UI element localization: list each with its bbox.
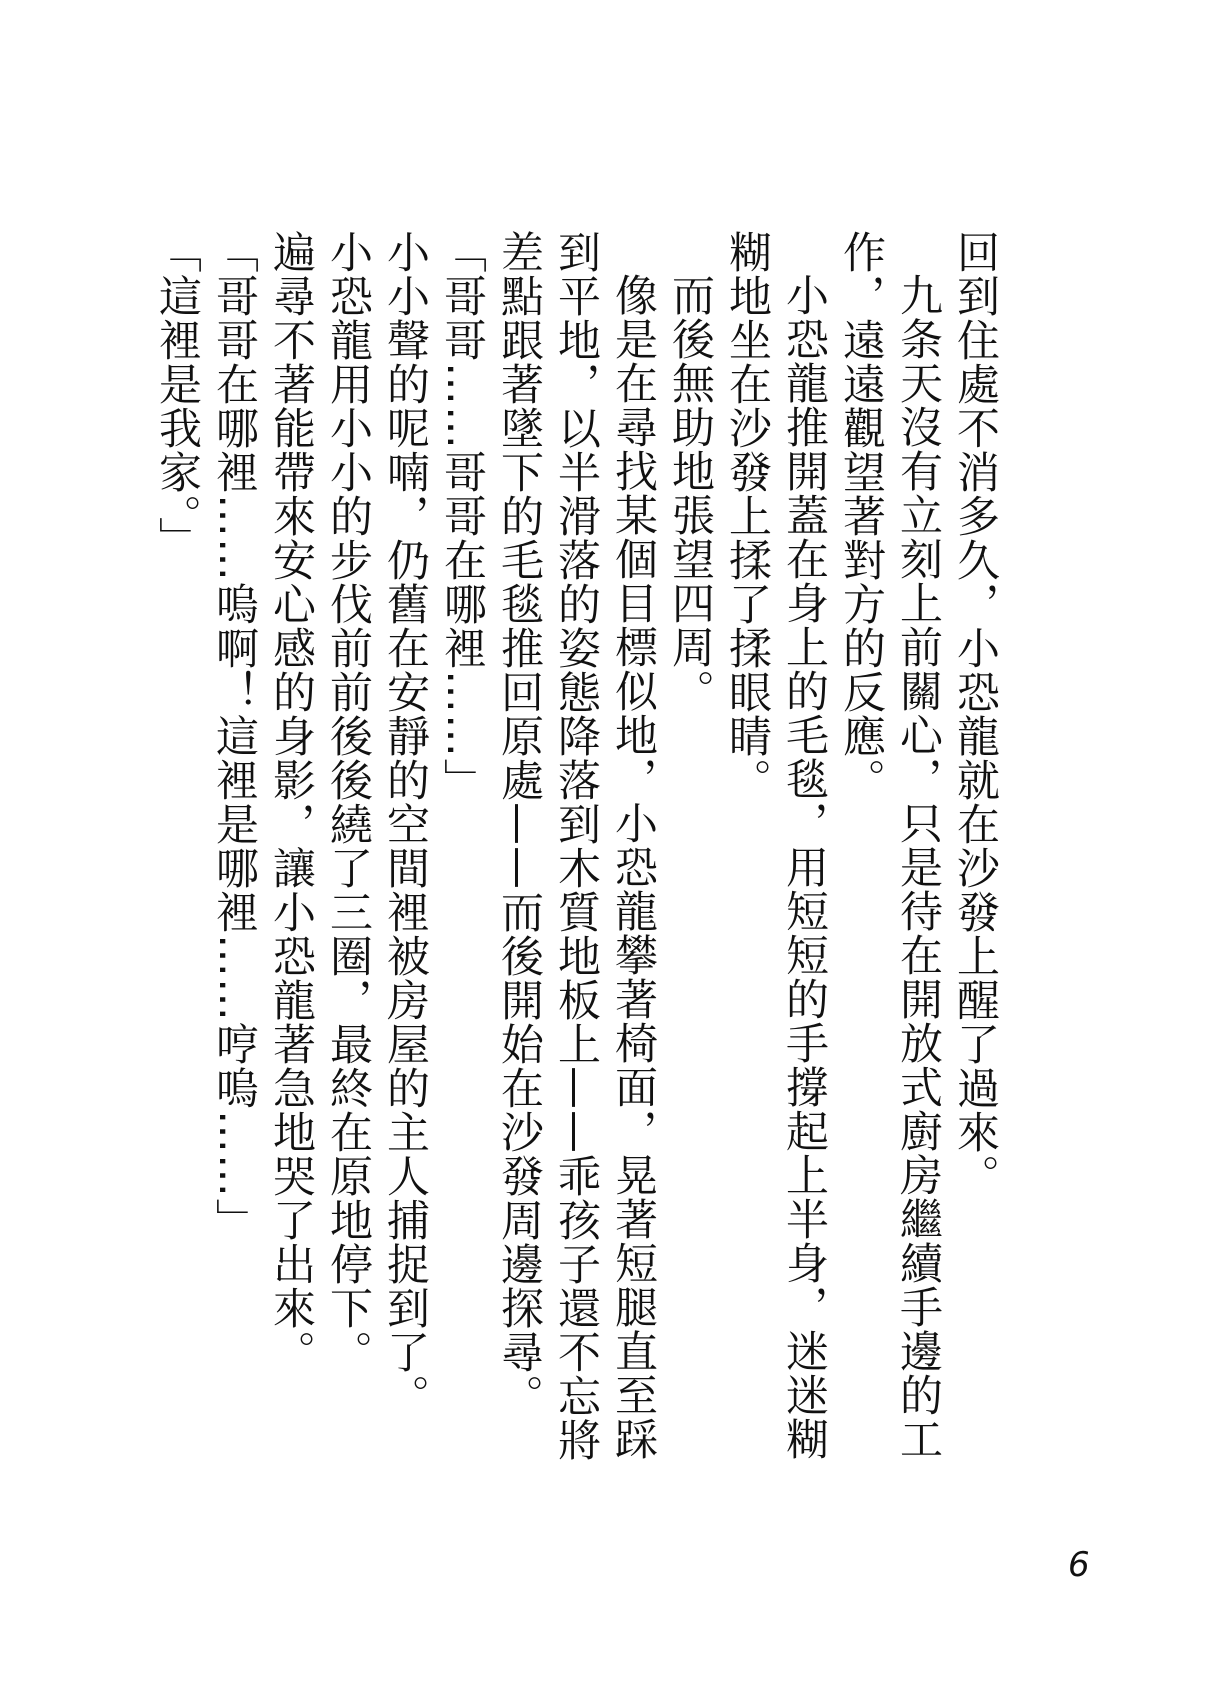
paragraph-8: 遍尋不著能帶來安心感的身影，讓小恐龍著急地哭了出來。 xyxy=(266,230,316,1374)
paragraph-2: 九条天沒有立刻上前關心，只是待在開放式廚房繼續手邊的工作，遠遠觀望著對方的反應。 xyxy=(836,230,943,1461)
paragraph-4: 而後無助地張望四周。 xyxy=(665,273,715,713)
paragraph-1: 回到住處不消多久，小恐龍就在沙發上醒了過來。 xyxy=(950,230,1000,1198)
paragraph-6: 小小聲的呢喃，仍舊在安靜的空間裡被房屋的主人捕捉到了。 xyxy=(380,230,430,1418)
dialogue-1: 「哥哥……哥哥在哪裡……」 xyxy=(437,230,487,802)
dialogue-2: 「哥哥在哪裡……嗚啊！這裡是哪裡……哼嗚……」 xyxy=(209,230,259,1242)
paragraph-7: 小恐龍用小小的步伐前前後後繞了三圈，最終在原地停下。 xyxy=(323,230,373,1374)
dialogue-3: 「這裡是我家。」 xyxy=(152,230,202,561)
paragraph-3: 小恐龍推開蓋在身上的毛毯，用短短的手撐起上半身，迷迷糊糊地坐在沙發上揉了揉眼睛。 xyxy=(722,230,829,1461)
vertical-text-body xyxy=(148,230,1003,1500)
paragraph-5: 像是在尋找某個目標似地，小恐龍攀著椅面，晃著短腿直至踩到平地，以半滑落的姿態降落到木質地板上——乖孩子還不忘將差點跟著墜下的毛毯推回原處——而後開始在沙發周邊探尋。 xyxy=(494,230,658,1462)
page-number: 6 xyxy=(1068,1545,1090,1585)
